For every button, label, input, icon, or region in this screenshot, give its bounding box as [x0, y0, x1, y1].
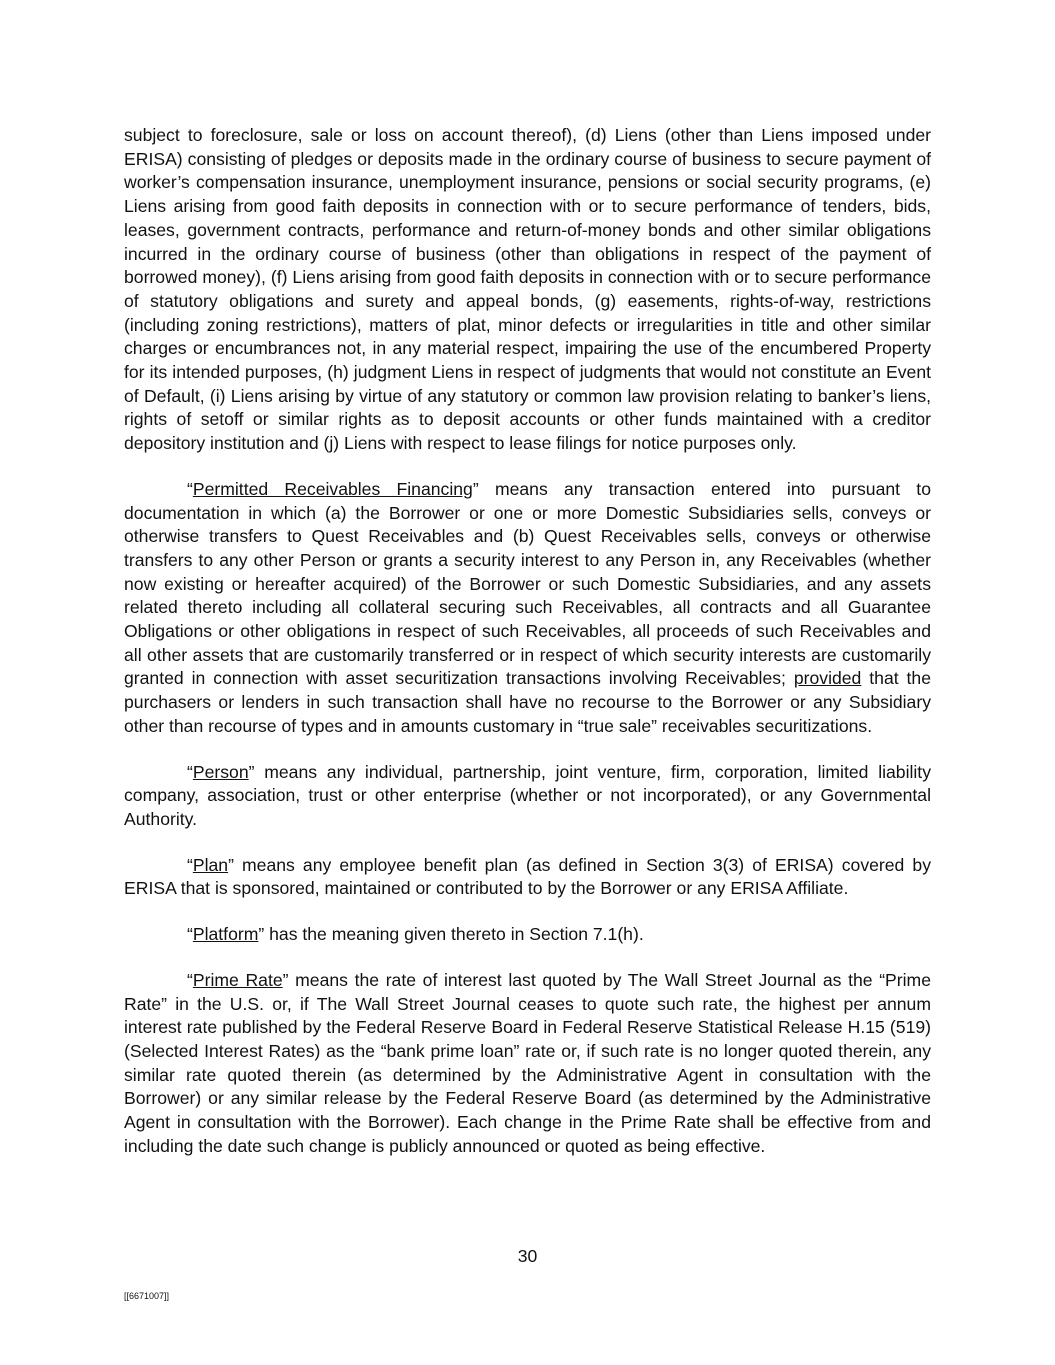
- document-id: [[6671007]]: [124, 1291, 170, 1301]
- open-quote: “: [187, 854, 193, 875]
- defined-term: Prime Rate: [192, 969, 283, 990]
- definition-plan: [124, 854, 931, 901]
- definition-text: ” has the meaning given thereto in Section 7.1(h).: [258, 924, 644, 945]
- definition-text: ” means any individual, partnership, joint venture, firm, corporation, limited liability company, association, trust or other enterprise (whether or not incorporated), or any Governmental Authority.: [124, 761, 931, 829]
- page-number: 30: [517, 1246, 538, 1266]
- defined-term: Permitted Receivables Financing: [192, 478, 473, 499]
- definition-person: [124, 761, 931, 832]
- defined-term: Plan: [192, 854, 229, 875]
- defined-term: Platform: [192, 924, 259, 945]
- defined-term: Person: [192, 761, 249, 782]
- proviso-word: provided: [793, 668, 862, 689]
- definition-platform: [124, 923, 931, 947]
- paragraph-liens-continued: subject to foreclosure, sale or loss on account thereof), (d) Liens (other than Liens imposed under ERISA) consisting of pledges or deposits made in the ordinary course of business to secure payment of worker’s compensation insurance, unemployment insurance, pensions or social security programs, (e) Liens arising from good faith deposits in connection with or to secure performance of tenders, bids, leases, government contracts, performance and return-of-money bonds and other similar obligations incurred in the ordinary course of business (other than obligations in respect of the payment of borrowed money), (f) Liens arising from good faith deposits in connection with or to secure performance of statutory obligations and surety and appeal bonds, (g) easements, rights-of-way, restrictions (including zoning restrictions), matters of plat, minor defects or irregularities in title and other similar charges or encumbrances not, in any material respect, impairing the use of the encumbered Property for its intended purposes, (h) judgment Liens in respect of judgments that would not constitute an Event of Default, (i) Liens arising by virtue of any statutory or common law provision relating to banker’s liens, rights of setoff or similar rights as to deposit accounts or other funds maintained with a creditor depository institution and (j) Liens with respect to lease filings for notice purposes only.: [124, 125, 931, 454]
- definition-prime-rate: [124, 969, 931, 1159]
- open-quote: “: [187, 969, 193, 990]
- document-body: [124, 124, 931, 1180]
- definition-text: ” means any transaction entered into pursuant to documentation in which (a) the Borrower or one or more Domestic Subsidiaries sells, conveys or otherwise transfers to Quest Receivables and (b) Quest Receivables sells, conveys or otherwise transfers to any other Person or grants a security interest to any Person in, any Receivables (whether now existing or hereafter acquired) of the Borrower or such Domestic Subsidiaries, and any assets related thereto including all collateral securing such Receivables, all contracts and all Guarantee Obligations or other obligations in respect of such Receivables, all proceeds of such Receivables and all other assets that are customarily transferred or in respect of which security interests are customarily granted in connection with asset securitization transactions involving Receivables;: [124, 478, 931, 689]
- open-quote: “: [187, 478, 193, 499]
- definition-text: ” means the rate of interest last quoted by The Wall Street Journal as the “Prime Rate” in the U.S. or, if The Wall Street Journal ceases to quote such rate, the highest per annum interest rate published by the Federal Reserve Board in Federal Reserve Statistical Release H.15 (519) (Selected Interest Rates) as the “bank prime loan” rate or, if such rate is no longer quoted therein, any similar rate quoted therein (as determined by the Administrative Agent in consultation with the Borrower) or any similar release by the Federal Reserve Board (as determined by the Administrative Agent in consultation with the Borrower). Each change in the Prime Rate shall be effective from and including the date such change is publicly announced or quoted as being effective.: [124, 969, 931, 1156]
- open-quote: “: [187, 761, 193, 782]
- open-quote: “: [187, 924, 193, 945]
- definition-text-continued: that the purchasers or lenders in such transaction shall have no recourse to the Borrower or any Subsidiary other than recourse of types and in amounts customary in “true sale” receivables securitizations.: [124, 668, 931, 736]
- definition-permitted-receivables-financing: [124, 478, 931, 739]
- definition-text: ” means any employee benefit plan (as defined in Section 3(3) of ERISA) covered by ERISA that is sponsored, maintained or contributed to by the Borrower or any ERISA Affiliate.: [124, 854, 931, 899]
